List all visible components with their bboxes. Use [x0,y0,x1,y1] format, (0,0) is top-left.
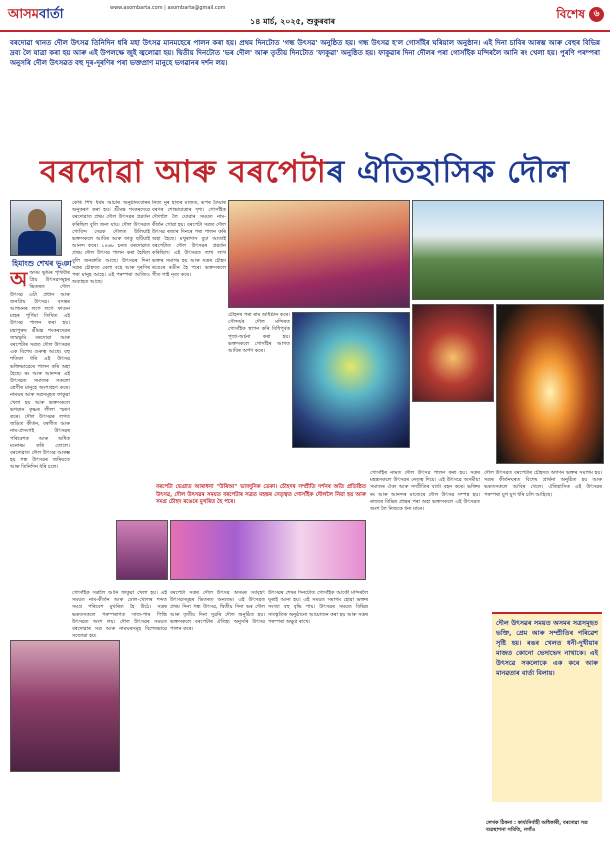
temple-photo [412,200,604,300]
page-number: ৬ [589,7,604,22]
headline-part2: ৰ ঐতিহাসিক দৌল [326,154,570,190]
drop-cap: অ [10,270,28,291]
article-column-8: গোসাঁইৰ নামত দৌল উৎসৱ পালন কৰা হয়। সত্ৰৰ মহন্তসকলে উৎসৱৰ নেতৃত্ব দিয়ে। এই উৎসৱে অসমীয়া সমাজৰ ঐক্য আৰু সম্প্ৰীতিৰ বাৰ্তা বহন কৰে। ভক্তিৰ ৰং আৰু আনন্দৰ মাজেৰে দৌল উৎসৱ সম্পন্ন হয়। ৰাজ্যৰ বিভিন্ন প্ৰান্তৰ পৰা অহা ভক্তসকলে এই উৎসৱত অংশ লৈ নিজকে ধন্য মানে। [370,470,480,513]
newspaper-logo: আসমবাৰ্তা [8,7,64,22]
article-column-9: দৌল উৎসৱত বৰপেটাৰ চৌহদত অগণন ভক্তৰ সমাগম হয়। সত্ৰৰ কীৰ্তনঘৰত বিশেষ প্ৰাৰ্থনা অনুষ্ঠিত হয় আৰু ভকতসকলে আবিৰ খেলে। ঐতিহাসিক এই উৎসৱৰ পৰম্পৰা যুগ যুগ ধৰি চলি আহিছে। [484,470,602,498]
pull-quote: বৰপেটা ভেগ্ৰাত আৰাধনা "উৰিআ" ভাবদুনিক ডেকা। চৌহদৰ সম্প্ৰীতি দৰ্শনৰ অতি প্ৰতিষ্ঠিত উৎসৱ, দৌল উৎসৱৰ সময়ত বৰপেটাৰ সত্ৰত মহন্তৰ নেতৃত্বত গোসাঁইক দৌললৈ নিয়া হয় আৰু সমগ্ৰ চৌহদ ৰঙেৰে মুখৰিত হৈ পৰে। [156,484,366,505]
colour-play-photo [170,520,366,580]
article-column-1: অঅসম ভূমিৰ পৃথিবীৰ প্ৰিয় উৎসৱসমূহৰ ভিতৰত দৌল উৎসৱ এটা প্ৰধান আৰু জনপ্ৰিয় উৎসৱ। বসন্তৰ আগমনৰ লগে লগে ফাগুন মাহৰ পূৰ্ণিমা তিথিত এই উৎসৱ পালন কৰা হয়। মহাপুৰুষ শ্ৰীমন্ত শংকৰদেৱৰ জন্মভূমি বৰদোৱা আৰু বৰপেটাৰ সত্ৰত দৌল উৎসৱৰ এক বিশেষ গুৰুত্ব আছে। বহু শতিকা ধৰি এই উৎসৱ ভক্তিভাৱেৰে পালন কৰি অহা হৈছে। ৰং আৰু আনন্দৰ এই উৎসৱত সমাজৰ সকলো শ্ৰেণীৰ মানুহে অংশগ্ৰহণ কৰে। নামঘৰ আৰু সত্ৰসমূহত ফাকুৱা খেলা হয় আৰু ভক্তসকলে ভগৱান কৃষ্ণৰ লীলা স্মৰণ কৰে। দৌল উৎসৱৰ লগত জড়িত কীৰ্তন, বৰগীত আৰু নাম-প্ৰসংগই উৎসৱৰ পৰিবেশক আৰু অধিক মনোৰম কৰি তোলে। বৰদোৱাত দৌল উৎসৱ আৰম্ভ হয় গন্ধ উৎসৱৰ জৰিয়তে আৰু তিনিদিন ধৰি চলে। [10,270,70,471]
author-photo [10,200,62,256]
section-label: বিশেষ ৬ [556,6,604,26]
highlight-box: দৌল উৎসৱৰ সময়ত অসমৰ সত্ৰসমূহত ভক্তি, প্ৰেম আৰু সম্প্ৰীতিৰ পৰিৱেশ সৃষ্টি হয়। ৰঙৰ খেলত ধনী-দুখীয়াৰ মাজত কোনো ভেদাভেদ নাথাকে। এই উৎসৱে সকলোকে এক কৰে আৰু মানৱতাৰ বাৰ্তা বিলায়। [492,612,602,802]
author-byline: হিমাংশু শেখৰ ভূঞা [12,259,72,268]
procession-photo [228,200,410,308]
article-column-3: নিত্য নুৰ হাতৰ মাজত, ৰূপৰ তৈয়াৰ বৰণৰ শোভাযাত্ৰাৰ দৃশ্য। গোসাঁইক দৌললৈ লৈ যোৱাৰ সময়ত নাম-কীৰ্তন গোৱা হয়। বৰপেটা সত্ৰত দৌল উৎসৱ ৰজাৰ দিনৰে পৰা পালন কৰি অহা হৈছে। মথুৰাদাস বুঢ়া আতাই বৰপেটাত দৌল উৎসৱৰ প্ৰৱৰ্তন কৰিছিল। এই উৎসৱত লাখ লাখ ভক্তৰ সমাগম হয় আৰু সত্ৰৰ চৌহদ ৰঙেৰে ৰঙীন হৈ পৰে। ভক্তসকলে গীত গাই নৃত্য কৰে। [152,200,226,279]
masthead [0,0,610,32]
lamp-photo [412,304,494,402]
headline-part1: বৰদোৱা আৰু বৰপেটা [40,154,327,190]
article-column-7: উৎসৱৰ শেষৰ দিনটোত গোসাঁইক আকৌ মন্দিৰলৈ ঘূৰাই আনা হয়। এই সময়ত সমাগম হোৱা ভক্তৰ সংখ্যা বহু বৃদ্ধি পায়। উৎসৱৰ সময়ত বিভিন্ন সাংস্কৃতিক অনুষ্ঠানো আয়োজন কৰা হয় আৰু সত্ৰৰ পৰম্পৰা অক্ষুণ্ণ ৰাখে। [268,590,368,625]
article-column-2: কেৰি শিখ ধৰ্মৰ আচাৰ অনুষ্ঠানবোৰৰ অনুকৰণ কৰা হয়। শ্ৰীমন্ত শংকৰদেৱে বৰদোৱাত প্ৰথম দৌল উৎসৱৰ প্ৰৱৰ্তন কৰিছিল বুলি জনা যায়। দৌল উৎসৱত গোবিন্দ দেৱক দৌলত উলিয়াই ভক্তসকলে আবিৰ আৰু ফাকু ছটিয়াই আনন্দ কৰে। ১৪৬৮ চনত বৰদোৱাত প্ৰথম দৌল উৎসৱ পালন কৰা হৈছিল বুলি জনশ্ৰুতি আছে। উৎসৱৰ দিনা সত্ৰৰ চৌহদত মেলা বহে আৰু দূৰণিৰ পৰা মানুহ আহে। এই পৰম্পৰা আজিও অব্যাহত আছে। [72,200,150,286]
dol-photo [116,520,168,580]
article-column-4: চৌহদৰ পৰা ৰাম অধিষ্ঠান কৰে। সৌন্দৰ্যৰ দৌল মন্দিৰত গোসাঁইক স্থাপন কৰি বিধিপূৰ্বক পূজা-অৰ্চনা কৰা হয়। ভক্তসকলে গোসাঁইৰ আগত আবিৰ অৰ্পণ কৰে। [228,312,290,355]
bonfire-photo [496,304,604,464]
article-column-6: বৰপেটা সত্ৰৰ দৌল উৎসৱ অসমৰ সৰ্ববৃহৎ উৎসৱসমূহৰ ভিতৰত অন্যতম। এই উৎসৱত প্ৰথম দিনা গন্ধ উৎসৱ, দ্বিতীয় দিনা ভৰ দৌল আৰু তৃতীয় দিনা সুৱৰি দৌল অনুষ্ঠিত হয়। ভক্তসকলে বৰপেটাৰ ঐতিহ্য অনুসৰি উৎসৱ পালন কৰে। [170,590,265,633]
night-festival-photo [292,312,410,448]
article-column-5: গোসাঁইক সত্ৰলৈ আনি ফাকুৱা খেলা হয়। এই সময়ত নাম-কীৰ্তন আৰু ঢোল-খোলৰ শব্দত সমগ্ৰ পৰিবেশ মুখৰিত হৈ উঠে। সত্ৰৰ ভকতসকলে পৰম্পৰাগত সাজ-পাৰ পিন্ধি উৎসৱত অংশ লয়। দৌল উৎসৱৰ সময়ত বৰদোৱাৰ সত্ৰ আৰু নামঘৰসমূহ বিশেষভাৱে সজোৱা হয়। [72,590,167,640]
website-info: www.asombarta.com | asombarta@gmail.com [110,5,226,11]
intro-paragraph: বৰদোৱা থানত দৌল উৎসৱ তিনিদিন ধৰি মহা উৎসৱ মানমহেৰে পালন কৰা হয়। প্ৰথম দিনটোত 'গন্ধ উৎসৱ' অনুষ্ঠিত হয়। গন্ধ উৎসৱ হ'ল গোসাঁইৰ ঘৰিয়াল অনুষ্ঠান। এই দিনা চাবিৰ আৰম্ভ আৰু বেহুৰ বিভিন্ন দ্ৰব্য লৈ যাত্ৰা কৰা হয় আৰু এই উপলক্ষে জুই জ্বলোৱা হয়। দ্বিতীয় দিনটোত 'ভৰ দৌল' আৰু তৃতীয় দিনটোত 'ফাকুৱা' অনুষ্ঠিত হয়। ফাকুৱাৰ দিনা দৌলৰ পৰা গোসাঁইক মন্দিৰলৈ আনি ৰং খেলা হয়। পুৰণি পৰম্পৰা অনুসৰি দৌল উৎসৱত বহু দূৰ-দূৰণিৰ পৰা ভক্তপ্ৰাণ মানুহে ভগৱানৰ দৰ্শন লয়। [10,39,600,67]
author-address: লেখক ঠিকনা : কাৰ্য্যনিৰ্বাহী অধিকাৰী, বৰদোৱা সত্ৰ ব্যৱস্থাপনা সমিতি, নগাঁও [486,820,588,833]
issue-date: ১৪ মাৰ্চ, ২০২৫, শুকুৰবাৰ [250,17,335,26]
